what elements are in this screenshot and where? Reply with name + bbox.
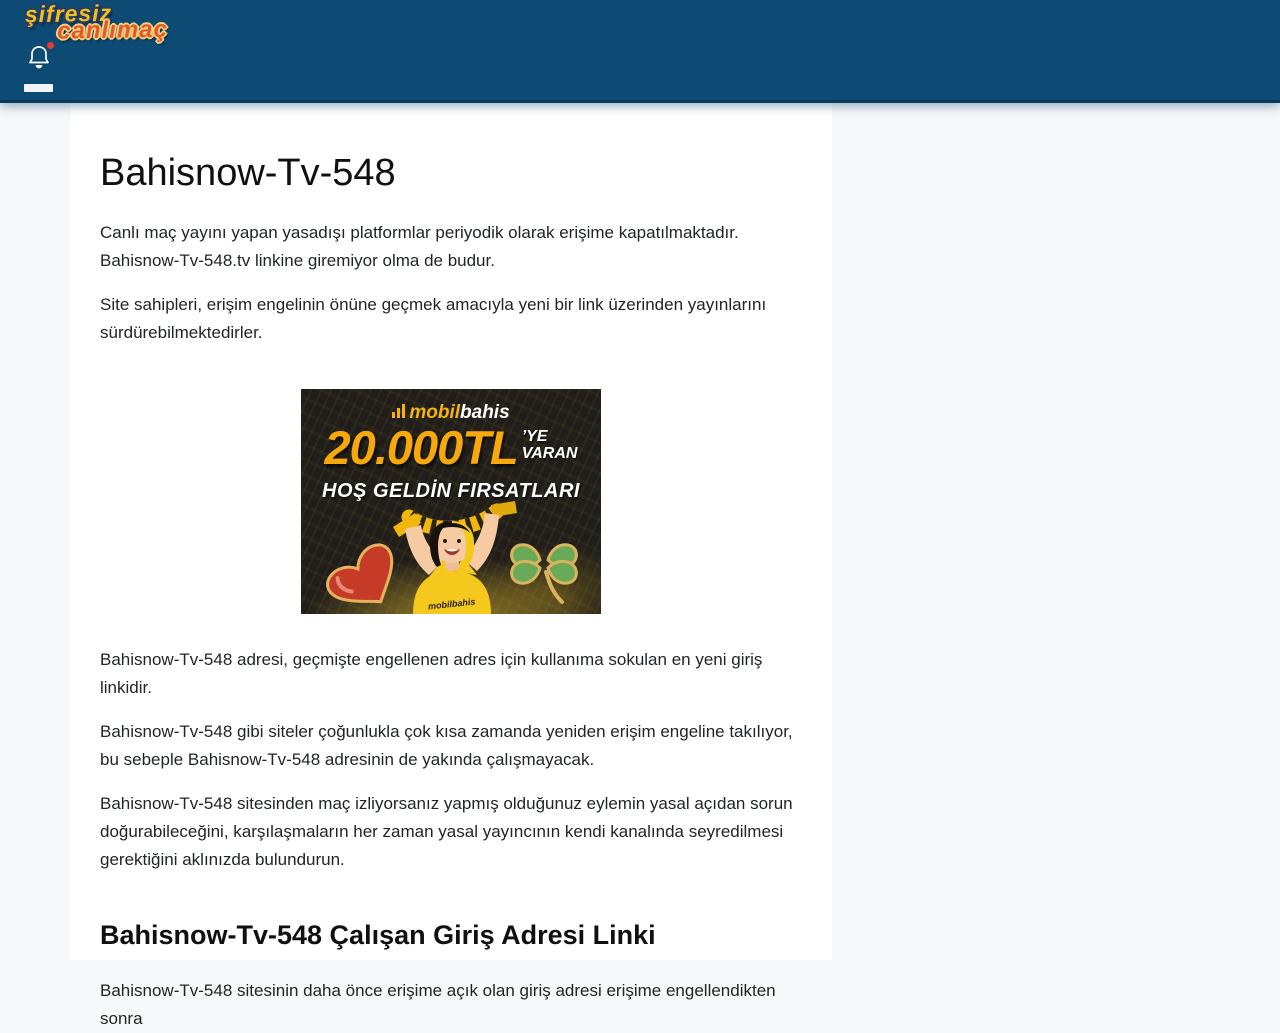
brand-suffix: bahis bbox=[460, 402, 510, 423]
notification-badge bbox=[47, 42, 54, 49]
promo-suffix-top: ’YE bbox=[521, 428, 548, 445]
svg-text:mobilbahis: mobilbahis bbox=[427, 596, 476, 612]
promo-amount: 20.000TL bbox=[324, 421, 518, 474]
promo-headline bbox=[301, 421, 601, 474]
promo-banner-image[interactable] bbox=[301, 389, 601, 614]
paragraph-5: Bahisnow-Tv-548 sitesinden maç izliyorsanız yapmış olduğunuz eylemin yasal açıdan sorun doğurabileceğini, karşılaşmaların her zaman yasal yayıncının kendi kanalında seyredilmesi gerektiğini aklınızda bulundurun. bbox=[100, 794, 793, 869]
bar-chart-icon bbox=[392, 404, 407, 418]
paragraph-1: Canlı maç yayını yapan yasadışı platformlar periyodik olarak erişime kapatılmaktadır. Bahisnow-Tv-548.tv linkine giremiyor olma de budur. bbox=[100, 223, 739, 270]
paragraph-2: Site sahipleri, erişim engelinin önüne geçmek amacıyla yeni bir link üzerinden yayınlarını sürdürebilmektedirler. bbox=[100, 295, 767, 342]
promo-banner-figure bbox=[301, 389, 601, 614]
promo-illustration bbox=[301, 499, 601, 614]
paragraph-4: Bahisnow-Tv-548 gibi siteler çoğunlukla çok kısa zamanda yeniden erişim engeline takılıyor, bu sebeple Bahisnow-Tv-548 adresinin de yakında çalışmayacak. bbox=[100, 722, 793, 769]
menu-toggle-button[interactable] bbox=[24, 84, 53, 92]
site-header bbox=[0, 0, 1280, 103]
site-logo[interactable] bbox=[25, 1, 168, 44]
promo-amount-suffix bbox=[522, 428, 578, 462]
site-logo-line2: canlımaç bbox=[56, 15, 169, 45]
promo-suffix-bottom: VARAN bbox=[521, 445, 578, 462]
page-body bbox=[0, 103, 1280, 1028]
page-title: Bahisnow-Tv-548 bbox=[100, 152, 396, 194]
paragraph-6: Bahisnow-Tv-548 sitesinin daha önce erişime açık olan giriş adresi erişime engellendikten sonra bbox=[100, 981, 776, 1028]
section-heading: Bahisnow-Tv-548 Çalışan Giriş Adresi Linki bbox=[100, 920, 656, 950]
article-card bbox=[70, 103, 832, 1028]
promo-subheadline: HOŞ GELDİN FIRSATLARI bbox=[322, 480, 580, 502]
paragraph-3: Bahisnow-Tv-548 adresi, geçmişte engellenen adres için kullanıma sokulan en yeni giriş linkidir. bbox=[100, 650, 763, 697]
notifications-button[interactable] bbox=[26, 44, 52, 72]
site-logo-line1: şifresiz bbox=[24, 0, 113, 28]
brand-prefix: mobil bbox=[409, 402, 461, 423]
